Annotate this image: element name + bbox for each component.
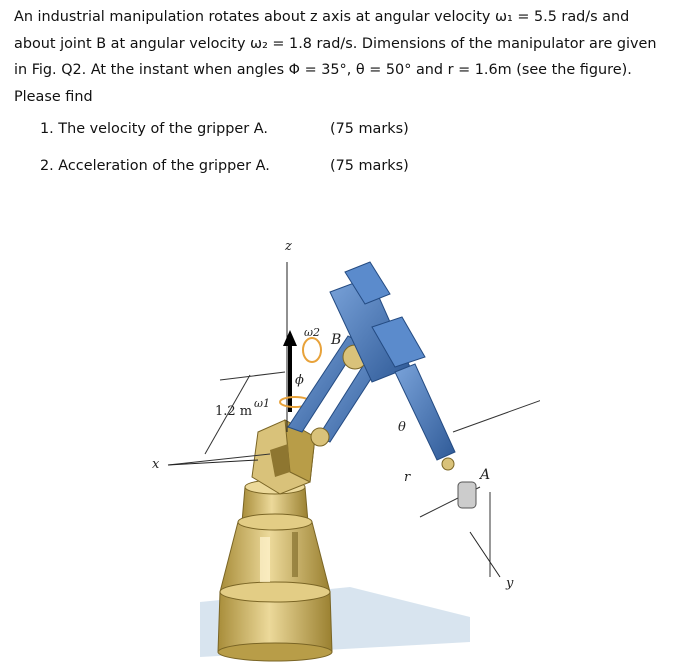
label-z: z	[285, 239, 292, 254]
task-item	[40, 158, 409, 174]
label-omega2: ω2	[304, 326, 320, 339]
label-B: B	[331, 332, 342, 348]
label-x: x	[152, 457, 160, 472]
label-y: y	[506, 576, 514, 591]
x-axis	[168, 460, 258, 465]
label-r: r	[404, 470, 411, 485]
task-marks: (75 marks)	[330, 121, 409, 137]
robot-arm	[288, 262, 476, 508]
label-omega1: ω1	[254, 397, 270, 410]
label-height: 1.2 m	[215, 404, 253, 419]
problem-statement: An industrial manipulation rotates about z axis at angular velocity ω₁ = 5.5 rad/s and about joint B at angular velocity ω₂ = 1.8 rad/s. Dimensions of the manipulator are given in Fig. Q2. At the instant when angles Φ = 35°, θ = 50° and r = 1.6m (see the figure). Please find	[14, 9, 657, 105]
task-label: 1. The velocity of the gripper A.	[40, 121, 268, 137]
label-A: A	[480, 467, 491, 483]
manipulator-figure	[140, 232, 540, 662]
label-theta: θ	[398, 420, 406, 435]
task-item	[40, 121, 409, 137]
task-marks: (75 marks)	[330, 158, 409, 174]
label-phi: ϕ	[295, 373, 304, 388]
task-label: 2. Acceleration of the gripper A.	[40, 158, 270, 174]
y-axis	[470, 532, 500, 577]
base-pedestal	[218, 480, 332, 661]
turret-block	[252, 420, 315, 494]
